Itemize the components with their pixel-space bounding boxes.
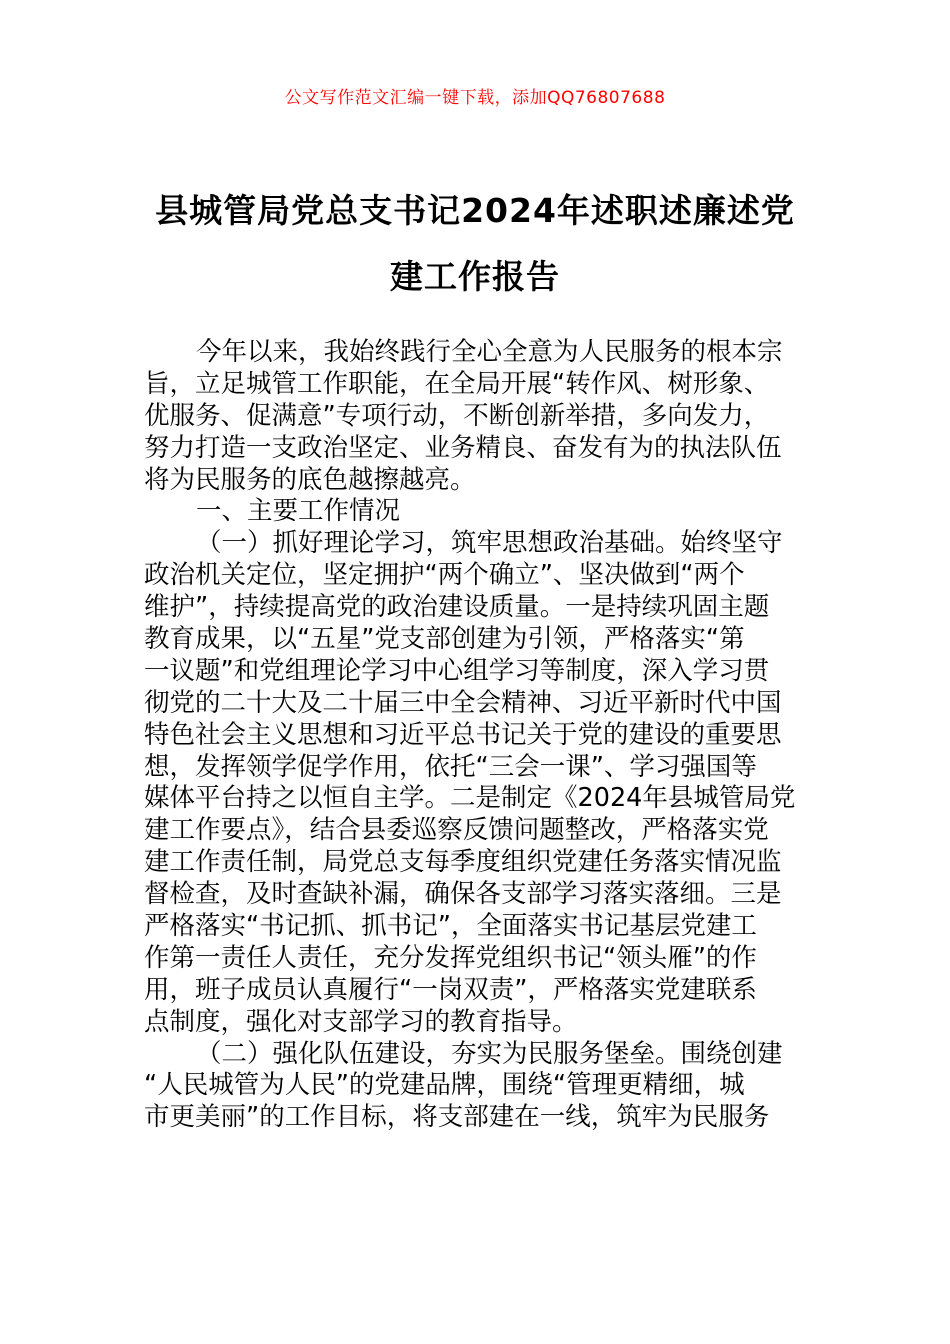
body-line: 媒体平台持之以恒自主学。二是制定《2024年县城管局党 — [144, 783, 796, 814]
title-line-1: 县城管局党总支书记2024年述职述廉述党 — [155, 191, 795, 230]
body-line: 维护”，持续提高党的政治建设质量。一是持续巩固主题 — [144, 592, 770, 623]
body-line: 教育成果，以“五星”党支部创建为引领，严格落实“第 — [144, 624, 745, 655]
body-line: 用，班子成员认真履行“一岗双责”，严格落实党建联系 — [144, 974, 757, 1005]
body-line: 努力打造一支政治坚定、业务精良、奋发有为的执法队伍 — [144, 432, 782, 463]
body-line: 点制度，强化对支部学习的教育指导。 — [144, 1006, 578, 1037]
body-line: 建工作要点》，结合县委巡察反馈问题整改，严格落实党 — [144, 815, 769, 846]
promo-header: 公文写作范文汇编一键下载，添加QQ76807688 — [284, 88, 666, 108]
body-line: 作第一责任人责任，充分发挥党组织书记“领头雁”的作 — [144, 942, 757, 973]
title-line-2: 建工作报告 — [390, 257, 560, 296]
body-line: 严格落实“书记抓、抓书记”，全面落实书记基层党建工 — [144, 911, 757, 942]
body-line: “人民城管为人民”的党建品牌，围绕“管理更精细，城 — [144, 1070, 745, 1101]
body-line: 旨，立足城管工作职能，在全局开展“转作风、树形象、 — [144, 368, 770, 399]
body-line: 建工作责任制，局党总支每季度组织党建任务落实情况监 — [144, 847, 782, 878]
body-line: 今年以来，我始终践行全心全意为人民服务的根本宗 — [196, 337, 783, 367]
body-line: 督检查，及时查缺补漏，确保各支部学习落实落细。三是 — [144, 879, 782, 910]
body-line: （二）强化队伍建设，夯实为民服务堡垒。围绕创建 — [196, 1038, 783, 1069]
body-line: 优服务、促满意”专项行动，不断创新举措，多向发力， — [144, 400, 770, 431]
body-line: 特色社会主义思想和习近平总书记关于党的建设的重要思 — [144, 719, 782, 750]
body-line: 将为民服务的底色越擦越亮。 — [144, 464, 476, 495]
body-line: 政治机关定位，坚定拥护“两个确立”、坚决做到“两个 — [144, 560, 745, 591]
body-line: 一议题”和党组理论学习中心组学习等制度，深入学习贯 — [144, 655, 770, 686]
body-line: 想，发挥领学促学作用，依托“三会一课”、学习强国等 — [144, 751, 757, 782]
body-line: （一）抓好理论学习，筑牢思想政治基础。始终坚守 — [196, 528, 783, 559]
body-line: 彻党的二十大及二十届三中全会精神、习近平新时代中国 — [144, 687, 782, 718]
document-title — [130, 178, 820, 310]
section-heading: 一、主要工作情况 — [196, 496, 401, 527]
document-body — [144, 337, 808, 1134]
body-line: 市更美丽”的工作目标，将支部建在一线，筑牢为民服务 — [144, 1102, 770, 1133]
